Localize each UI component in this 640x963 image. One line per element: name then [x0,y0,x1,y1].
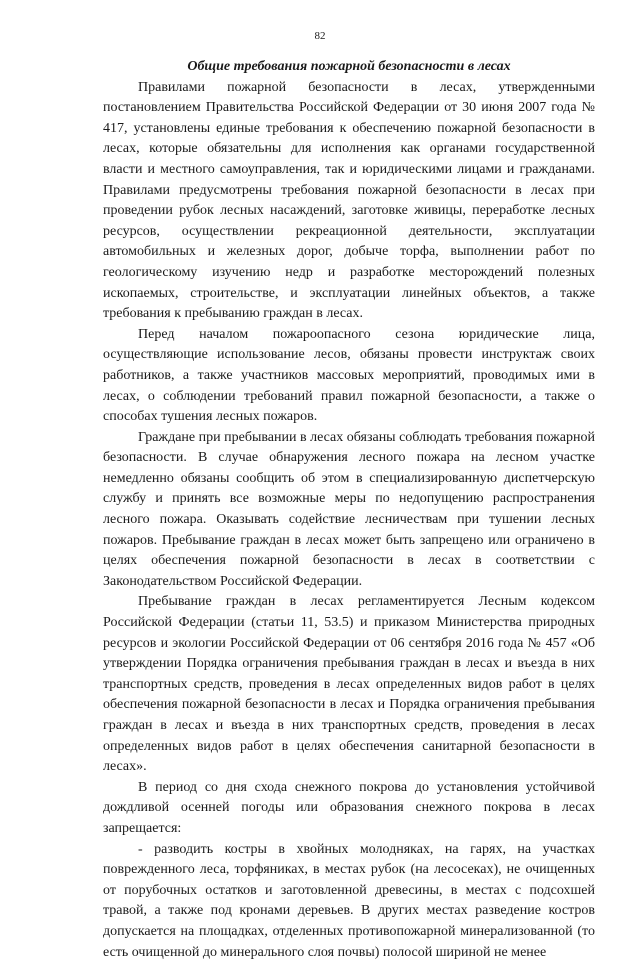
paragraph-prohibited-period: В период со дня схода снежного покрова до установления устойчивой дождливой осенней погоды или образования снежного покрова в лесах запрещается: [103,779,595,836]
section-heading: Общие требования пожарной безопасности в лесах [187,59,511,74]
page-number: 82 [314,30,326,42]
paragraph-fire-rules: Правилами пожарной безопасности в лесах, утвержденными постановлением Правительства Российской Федерации от 30 июня 2007 года № 417, установлены единые требования к обеспечению пожарной безопасности в лесах, которые обязательны для исполнения как органами государственной власти и местного самоуправления, так и юридическими лицами и гражданами. Правилами предусмотрены требования пожарной безопасности в лесах при проведении рубок лесных насаждений, заготовке живицы, переработке лесных ресурсов, осуществлении рекреационной деятельности, эксплуатации автомобильных и железных дорог, добыче торфа, выполнении работ по геологическому изучению недр и разработке месторождений полезных ископаемых, строительстве, и эксплуатации линейных объектов, а также требования к пребыванию граждан в лесах. [103,79,595,322]
document-body [103,57,595,963]
paragraph-briefing: Перед началом пожароопасного сезона юридические лица, осуществляющие использование лесов, обязаны провести инструктаж своих работников, а также участников массовых мероприятий, проводимых ими в лесах, о соблюдении требований правил пожарной безопасности, а также о способах тушения лесных пожаров. [103,326,595,425]
paragraph-citizens-duties: Граждане при пребывании в лесах обязаны соблюдать требования пожарной безопасности. В случае обнаружения лесного пожара на лесном участке немедленно обязаны сообщить об этом в специализированную диспетчерскую службу и принять все возможные меры по недопущению распространения лесного пожара. Оказывать содействие лесничествам при тушении лесных пожаров. Пребывание граждан в лесах может быть запрещено или ограничено в целях обеспечения пожарной безопасности в лесах в соответствии с Законодательством Российской Федерации. [103,429,595,589]
list-item-campfires: - разводить костры в хвойных молодняках, на гарях, на участках поврежденного леса, торфяниках, в местах рубок (на лесосеках), не очищенных от порубочных остатков и заготовленной древесины, в местах с подсохшей травой, а также под кронами деревьев. В других местах разведение костров допускается на площадках, отделенных противопожарной минерализованной (то есть очищенной до минерального слоя почвы) полосой шириной не менее [103,841,595,960]
paragraph-regulation: Пребывание граждан в лесах регламентируется Лесным кодексом Российской Федерации (статьи 11, 53.5) и приказом Министерства природных ресурсов и экологии Российской Федерации от 06 сентября 2016 года № 457 «Об утверждении Порядка ограничения пребывания граждан в лесах и въезда в них транспортных средств, проведения в лесах определенных видов работ в целях обеспечения пожарной безопасности в лесах и Порядка ограничения пребывания граждан в лесах и въезда в них транспортных средств, проведения в лесах определенных видов работ в целях обеспечения санитарной безопасности в лесах». [103,594,595,775]
